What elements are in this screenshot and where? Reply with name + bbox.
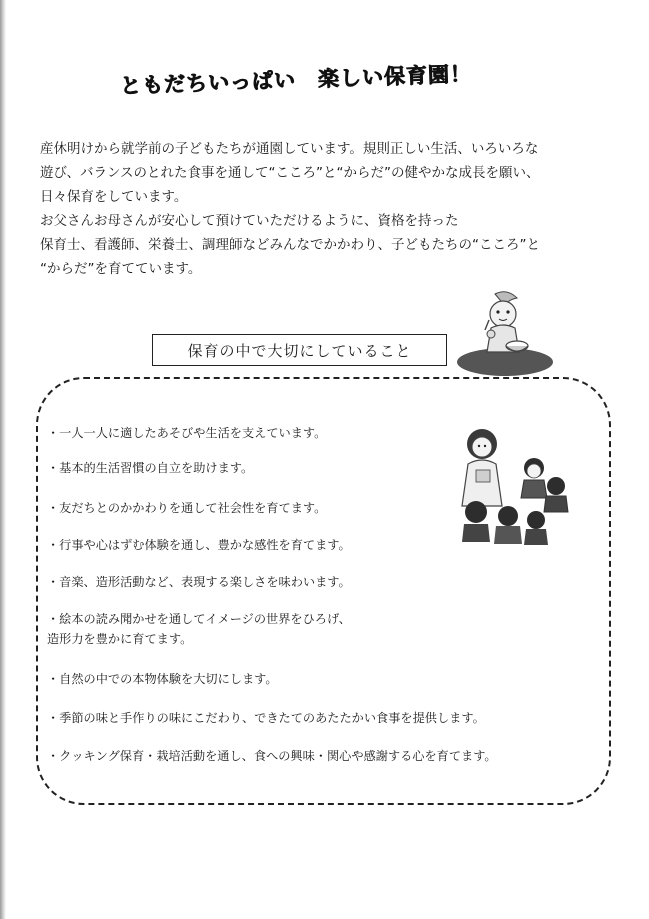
list-item: ・一人一人に適したあそびや生活を支えています。: [47, 426, 327, 440]
list-item: ・友だちとのかかわりを通して社会性を育てます。: [47, 501, 327, 515]
intro-line: 産休明けから就学前の子どもたちが通園しています。規則正しい生活、いろいろな: [40, 141, 539, 157]
list-item: ・季節の味と手作りの味にこだわり、できたてのあたたかい食事を提供します。: [47, 711, 485, 725]
intro-line: 日々保育をしています。: [40, 189, 188, 205]
list-item: ・基本的生活習慣の自立を助けます。: [47, 461, 254, 475]
list-item: ・自然の中での本物体験を大切にします。: [47, 672, 278, 686]
intro-text: [40, 137, 615, 281]
page-edge: [0, 0, 6, 919]
intro-line: お父さんお母さんが安心して預けていただけるように、資格を持った: [40, 213, 459, 229]
list-item: ・音楽、造形活動など、表現する楽しさを味わいます。: [47, 575, 351, 589]
list-item: ・クッキング保育・栽培活動を通し、食への興味・関心や感謝する心を育てます。: [47, 749, 497, 763]
page-title: ともだちいっぱい 楽しい保育園！: [119, 61, 473, 98]
list-item: ・行事や心はずむ体験を通し、豊かな感性を育てます。: [47, 538, 351, 552]
intro-line: 保育士、看護師、栄養士、調理師などみんなでかかわり、子どもたちの“こころ”と: [40, 237, 540, 253]
section-heading: 保育の中で大切にしていること: [152, 334, 447, 366]
list-item: ・絵本の読み聞かせを通してイメージの世界をひろげ、: [47, 612, 351, 626]
child-eating-illustration: [455, 290, 555, 380]
teacher-with-children-illustration: [450, 420, 570, 548]
intro-line: 遊び、バランスのとれた食事を通して“こころ”と“からだ”の健やかな成長を願い、: [40, 165, 540, 181]
list-item-continued: 造形力を豊かに育てます。: [47, 632, 193, 646]
intro-line: “からだ”を育てています。: [40, 261, 202, 277]
